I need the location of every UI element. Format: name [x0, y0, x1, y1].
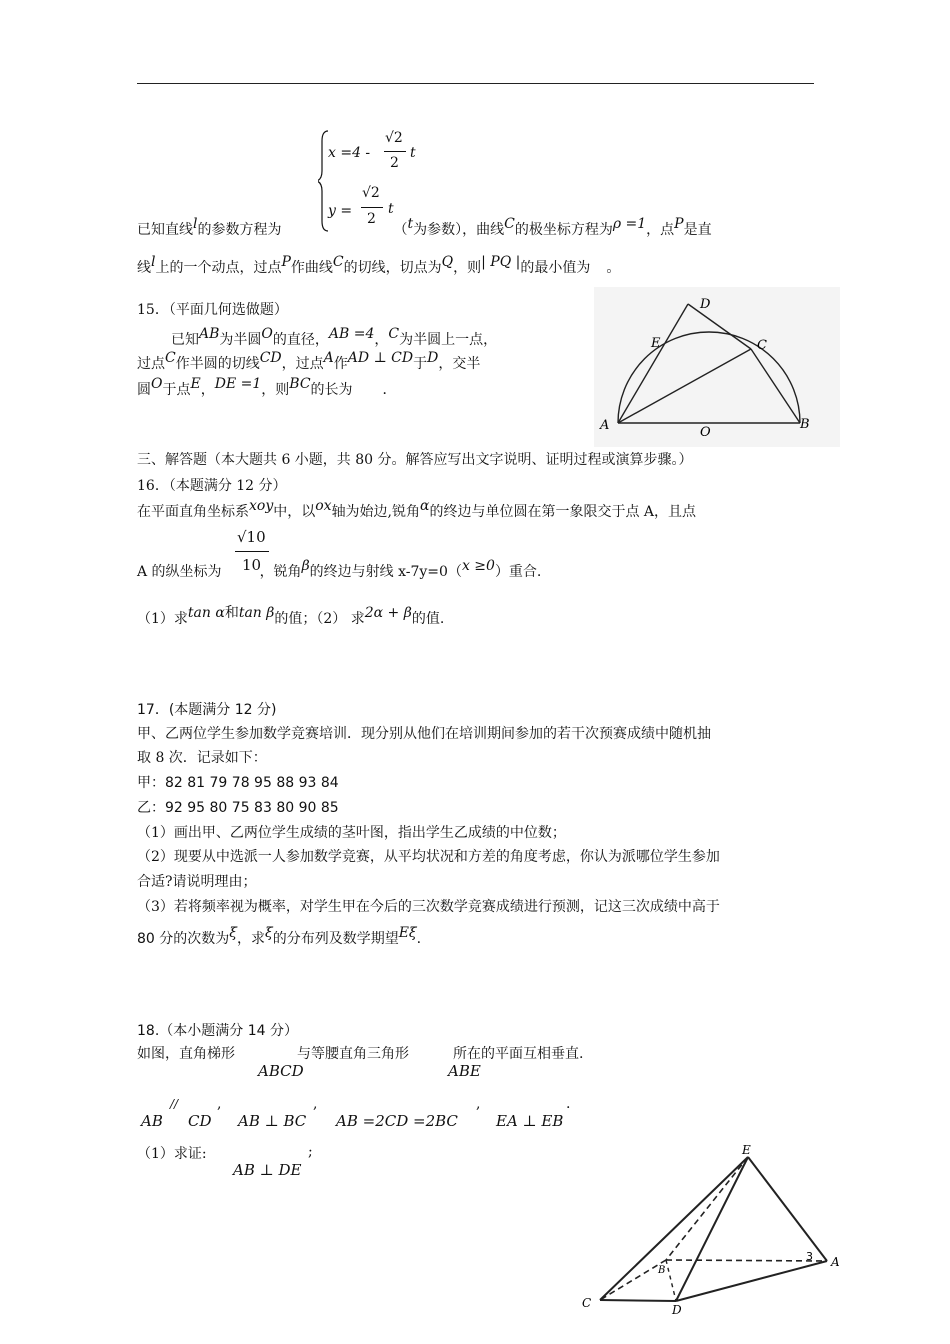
- cond1-cd: CD: [188, 1112, 212, 1130]
- semicolon: ;: [308, 1144, 313, 1160]
- abe-symbol: ABE: [448, 1062, 481, 1080]
- label-3: 3: [806, 1250, 813, 1263]
- p17-q3b: 80 分的次数为ξ，求ξ的分布列及数学期望Eξ.: [137, 925, 422, 947]
- t-1: t: [410, 145, 416, 161]
- p16-questions: （1）求tan α和tan β的值；（2） 求2α + β的值.: [137, 605, 445, 627]
- cond2: AB ⊥ BC: [238, 1112, 307, 1130]
- pyramid-diagram: [570, 1140, 850, 1340]
- p18-q1-expr: AB ⊥ DE: [233, 1161, 302, 1179]
- comma-1: ,: [217, 1096, 222, 1112]
- p16-line1: 在平面直角坐标系xoy中，以ox轴为始边,锐角α的终边与单位圆在第一象限交于点 A，且点: [137, 498, 697, 520]
- p15-line3: 圆O于点E，DE =1，则BC的长为 ．: [137, 376, 397, 398]
- pyramid-figure: [570, 1140, 850, 1340]
- cond4: EA ⊥ EB: [496, 1112, 564, 1130]
- p16-title: 16．（本题满分 12 分）: [137, 478, 287, 494]
- sqrt2-top-2: √2: [362, 185, 380, 201]
- p17-jia-scores: 甲：82 81 79 78 95 88 93 84: [137, 775, 339, 791]
- label-C: C: [582, 1296, 592, 1310]
- label-B: B: [658, 1265, 666, 1276]
- p18-q1: （1）求证:: [137, 1146, 207, 1162]
- sqrt2-top: √2: [385, 130, 403, 146]
- frac-bar-sqrt10: [235, 551, 269, 552]
- p15-title: 15．（平面几何选做题）: [137, 302, 288, 318]
- p17-q1: （1）画出甲、乙两位学生成绩的茎叶图，指出学生乙成绩的中位数；: [137, 825, 566, 841]
- frac-bar-1: [384, 151, 406, 152]
- label-E: E: [651, 336, 661, 351]
- p14-line2: 线l上的一个动点，过点P作曲线C的切线，切点为Q，则| PQ |的最小值为 。: [137, 254, 621, 276]
- p17-q3a: （3）若将频率视为概率，对学生甲在今后的三次数学竞赛成绩进行预测，记这三次成绩中高于: [137, 899, 720, 915]
- p17-line1: 甲、乙两位学生参加数学竞赛培训．现分别从他们在培训期间参加的若干次预赛成绩中随机抽: [137, 726, 711, 742]
- sqrt10-num: √10: [237, 528, 266, 546]
- frac-den-2: 2: [367, 211, 376, 227]
- frac-bar-2: [361, 207, 383, 208]
- p17-line2: 取 8 次．记录如下：: [137, 750, 267, 766]
- comma-3: ,: [476, 1096, 481, 1112]
- semicircle-figure: [594, 287, 840, 447]
- label-D: D: [672, 1303, 682, 1317]
- label-C: C: [757, 338, 767, 353]
- abcd-symbol: ABCD: [258, 1062, 304, 1080]
- period: .: [566, 1096, 571, 1112]
- semicircle-diagram: [594, 287, 840, 447]
- header-rule: [137, 83, 814, 84]
- ten-den: 10: [242, 556, 262, 574]
- frac-den-1: 2: [390, 155, 399, 171]
- label-A: A: [600, 418, 610, 433]
- eq-y-lhs: y =: [328, 203, 353, 219]
- cond3: AB =2CD =2BC: [336, 1112, 458, 1130]
- p18-title: 18.（本小题满分 14 分）: [137, 1023, 298, 1039]
- p18-line1: 如图，直角梯形 与等腰直角三角形 所在的平面互相垂直.: [137, 1046, 584, 1062]
- p17-title: 17．(本题满分 12 分): [137, 702, 277, 718]
- section-3-heading: 三、解答题（本大题共 6 小题，共 80 分。解答应写出文字说明、证明过程或演算步骤。）: [137, 452, 693, 468]
- p15-line2: 过点C作半圆的切线CD，过点A作AD ⊥ CD于D，交半: [137, 350, 481, 372]
- label-B: B: [800, 417, 810, 432]
- p17-yi-scores: 乙：92 95 80 75 83 80 90 85: [137, 800, 339, 816]
- p17-q2a: （2）现要从中选派一人参加数学竞赛，从平均状况和方差的角度考虑，你认为派哪位学生参加: [137, 849, 720, 865]
- p16-line2: A 的纵坐标为 ，锐角β的终边与射线 x-7y=0（x ≥0）重合.: [137, 558, 542, 580]
- label-D: D: [700, 297, 711, 312]
- p17-q2b: 合适?请说明理由；: [137, 874, 257, 890]
- label-E: E: [742, 1143, 751, 1157]
- p15-line1: 已知AB为半圆O的直径，AB =4，C为半圆上一点，: [171, 326, 498, 348]
- cond1-ab: AB: [141, 1112, 163, 1130]
- eq-x-lhs: x =4 -: [328, 145, 371, 161]
- parallel-sign: //: [170, 1097, 179, 1111]
- p14-line1: 已知直线l的参数方程为 （t为参数），曲线C的极坐标方程为ρ =1，点P是直: [137, 216, 712, 238]
- label-O: O: [700, 425, 711, 440]
- label-A: A: [831, 1255, 840, 1269]
- t-2: t: [388, 201, 394, 217]
- comma-2: ,: [313, 1096, 318, 1112]
